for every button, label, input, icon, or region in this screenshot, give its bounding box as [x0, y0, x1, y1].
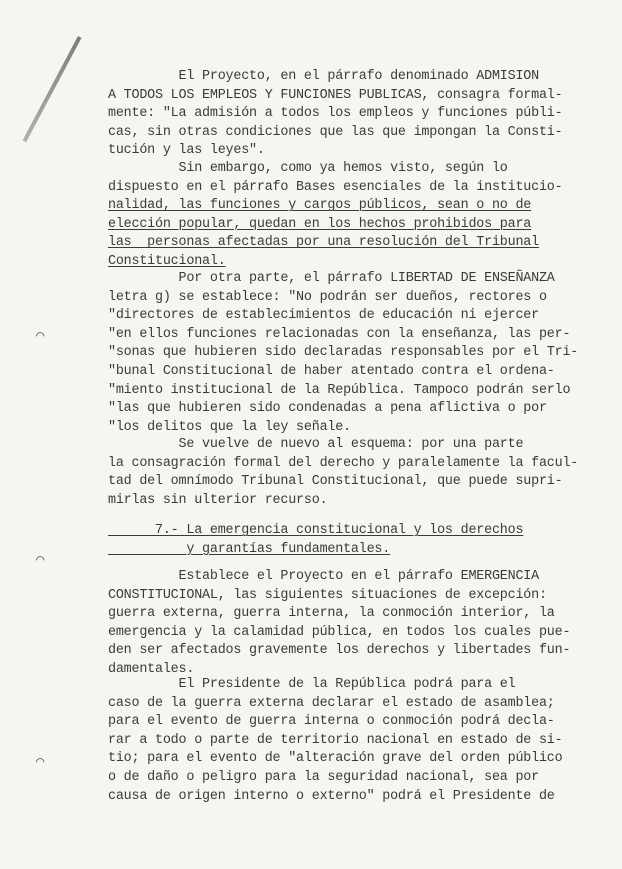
section-heading-7 — [108, 522, 560, 559]
text-line: caso de la guerra externa declarar el estado de asamblea; — [108, 695, 555, 711]
text-line: rar a todo o parte de territorio nacional en estado de si- — [108, 732, 563, 748]
text-line: mente: "La admisión a todos los empleos y funciones públi- — [108, 106, 563, 122]
text-line: causa de origen interno o externo" podrá el Presidente de — [108, 788, 555, 804]
pen-stroke-mark — [23, 36, 82, 142]
text-line: damentales. — [108, 661, 195, 677]
text-line: tio; para el evento de "alteración grave del orden público — [108, 751, 563, 767]
text-line: "bunal Constitucional de haber atentado contra el ordena- — [108, 363, 555, 379]
text-line: tad del omnímodo Tribunal Constitucional, que puede supri- — [108, 474, 563, 490]
text-line: cas, sin otras condiciones que las que impongan la Consti- — [108, 124, 563, 140]
text-line: emergencia y la calamidad pública, en todos los cuales pue- — [108, 624, 571, 640]
paragraph-emergencia — [108, 568, 571, 680]
text-line: CONSTITUCIONAL, las siguientes situaciones de excepción: — [108, 587, 547, 603]
scan-speck: ◠ — [36, 553, 45, 569]
text-line: Sin embargo, como ya hemos visto, según lo — [108, 161, 508, 176]
text-line: Se vuelve de nuevo al esquema: por una parte — [108, 437, 524, 452]
text-line: "directores de establecimientos de educación ni ejercer — [108, 308, 539, 324]
text-line: El Proyecto, en el párrafo denominado ADMISION — [108, 69, 539, 84]
scan-speck: ◠ — [36, 329, 45, 345]
text-line: tución y las leyes". — [108, 143, 265, 159]
text-line: den ser afectados gravemente los derechos y libertades fun- — [108, 643, 571, 659]
text-line-underlined: elección popular, quedan en los hechos prohibidos para — [108, 216, 532, 232]
text-line: la consagración formal del derecho y paralelamente la facul- — [108, 455, 579, 471]
paragraph-sin-embargo — [108, 160, 563, 272]
paragraph-admision — [108, 68, 563, 161]
text-line: o de daño o peligro para la seguridad nacional, sea por — [108, 769, 539, 785]
text-line: dispuesto en el párrafo Bases esenciales de la institucio- — [108, 179, 563, 195]
paragraph-presidente — [108, 676, 563, 806]
text-line: El Presidente de la República podrá para el — [108, 677, 516, 692]
text-line: A TODOS LOS EMPLEOS Y FUNCIONES PUBLICAS, consagra formal- — [108, 87, 563, 103]
text-line: mirlas sin ulterior recurso. — [108, 492, 328, 508]
paragraph-esquema — [108, 436, 579, 510]
text-line: "las que hubieren sido condenadas a pena aflictiva o por — [108, 401, 547, 417]
scan-speck: ◠ — [36, 755, 45, 771]
text-line-underlined: nalidad, las funciones y cargos públicos, sean o no de — [108, 198, 532, 214]
text-line: "los delitos que la ley señale. — [108, 419, 351, 435]
text-line: "miento institucional de la República. Tampoco podrán serlo — [108, 382, 571, 398]
text-line: Establece el Proyecto en el párrafo EMERGENCIA — [108, 569, 539, 584]
heading-line: 7.- La emergencia constitucional y los derechos — [108, 523, 524, 538]
text-line: letra g) se establece: "No podrán ser dueños, rectores o — [108, 289, 547, 305]
heading-line: y garantías fundamentales. — [108, 541, 391, 557]
text-line: "sonas que hubieren sido declaradas responsables por el Tri- — [108, 345, 579, 361]
text-line-underlined: las personas afectadas por una resolución del Tribunal — [108, 235, 539, 251]
text-line: guerra externa, guerra interna, la conmoción interior, la — [108, 606, 555, 622]
text-line: "en ellos funciones relacionadas con la enseñanza, las per- — [108, 326, 571, 342]
paragraph-libertad-ensenanza — [108, 270, 579, 437]
text-line: para el evento de guerra interna o conmoción podrá decla- — [108, 714, 555, 730]
text-line-underlined: Constitucional. — [108, 253, 226, 269]
text-line: Por otra parte, el párrafo LIBERTAD DE ENSEÑANZA — [108, 271, 555, 286]
